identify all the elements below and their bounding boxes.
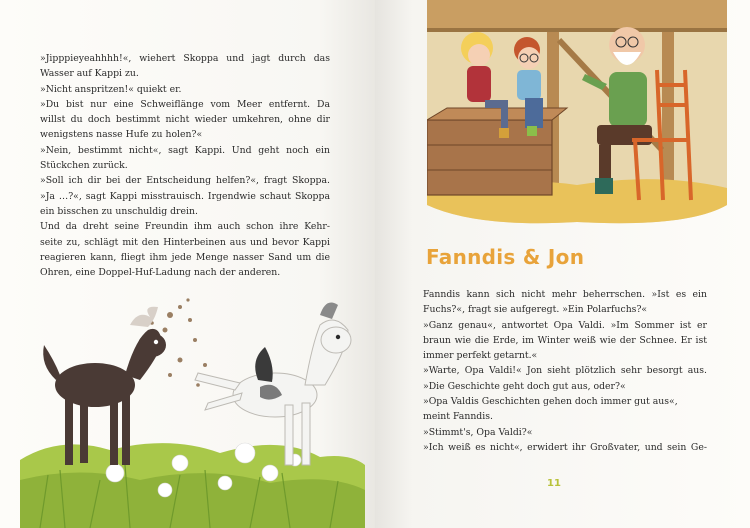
text-line: willst du doch bestimmt nicht wieder umkehren, ohne dir bbox=[40, 114, 330, 126]
text-line: meint Fanndis. bbox=[423, 411, 493, 423]
white-foal bbox=[195, 303, 351, 465]
text-line: Fuchs?«, fragt sie aufgeregt. »Ein Polarfuchs?« bbox=[423, 304, 648, 316]
dandelion bbox=[262, 465, 278, 481]
text-line: ein bisschen zu unschuldig drein. bbox=[40, 205, 198, 217]
text-line: »Ganz genau«, antwortet Opa Valdi. »Im Sommer ist er bbox=[423, 319, 707, 331]
page-number: 11 bbox=[547, 478, 561, 489]
text-line: »Warte, Opa Valdi!« Jon sieht plötzlich sehr besorgt aus. bbox=[423, 365, 707, 377]
text-line: Ohren, eine Doppel-Huf-Ladung nach der anderen. bbox=[40, 267, 281, 279]
dandelion bbox=[235, 443, 255, 463]
text-line: braun wie die Erde, im Winter weiß wie der Schnee. Er ist bbox=[423, 334, 707, 346]
left-page-text bbox=[40, 51, 330, 280]
text-line: »Nicht anspritzen!« quiekt er. bbox=[40, 83, 182, 95]
text-line: seite zu, schlägt mit den Hinterbeinen aus und bevor Kappi bbox=[40, 236, 330, 248]
dandelion bbox=[172, 455, 188, 471]
foals-illustration bbox=[20, 285, 365, 528]
text-line: »Die Geschichte geht doch gut aus, oder?« bbox=[423, 380, 626, 392]
wooden-crate bbox=[427, 108, 567, 195]
text-line: »Jipppieyeahhhh!«, wiehert Skoppa und jagt durch das bbox=[40, 53, 330, 64]
text-line: »Stimmt's, Opa Valdi?« bbox=[423, 426, 533, 438]
right-page-text bbox=[423, 287, 707, 455]
text-line: wenigstens nasse Hufe zu holen?« bbox=[40, 129, 203, 141]
text-line: Und da dreht seine Freundin ihm auch schon ihre Kehr- bbox=[40, 221, 330, 233]
dandelion bbox=[106, 464, 124, 482]
barn-illustration bbox=[427, 0, 727, 228]
dandelion bbox=[158, 483, 172, 497]
text-line: Wasser auf Kappi zu. bbox=[40, 68, 139, 80]
chapter-title: Fanndis & Jon bbox=[426, 245, 585, 269]
text-line: »Soll ich dir bei der Entscheidung helfen?«, fragt Skoppa. bbox=[40, 175, 330, 187]
right-page bbox=[375, 0, 750, 528]
text-line: »Ich weiß es nicht«, erwidert ihr Großvater, und sein Ge- bbox=[423, 441, 707, 453]
text-line: reagieren kann, fliegt ihm jede Menge nasser Sand um die bbox=[40, 251, 330, 263]
dandelion bbox=[218, 476, 232, 490]
text-line: Fanndis kann sich nicht mehr beherrschen. »Ist es ein bbox=[423, 289, 707, 300]
text-line: »Opa Valdis Geschichten gehen doch immer gut aus«, bbox=[423, 396, 678, 408]
text-line: »Nein, bestimmt nicht«, sagt Kappi. Und geht noch ein bbox=[40, 144, 330, 156]
text-line: »Du bist nur eine Schweiflänge vom Meer entfernt. Da bbox=[40, 98, 330, 110]
text-line: immer perfekt getarnt.« bbox=[423, 350, 538, 362]
text-line: Stückchen zurück. bbox=[40, 160, 128, 172]
text-line: »Ja …?«, sagt Kappi misstrauisch. Irgendwie schaut Skoppa bbox=[40, 190, 330, 202]
